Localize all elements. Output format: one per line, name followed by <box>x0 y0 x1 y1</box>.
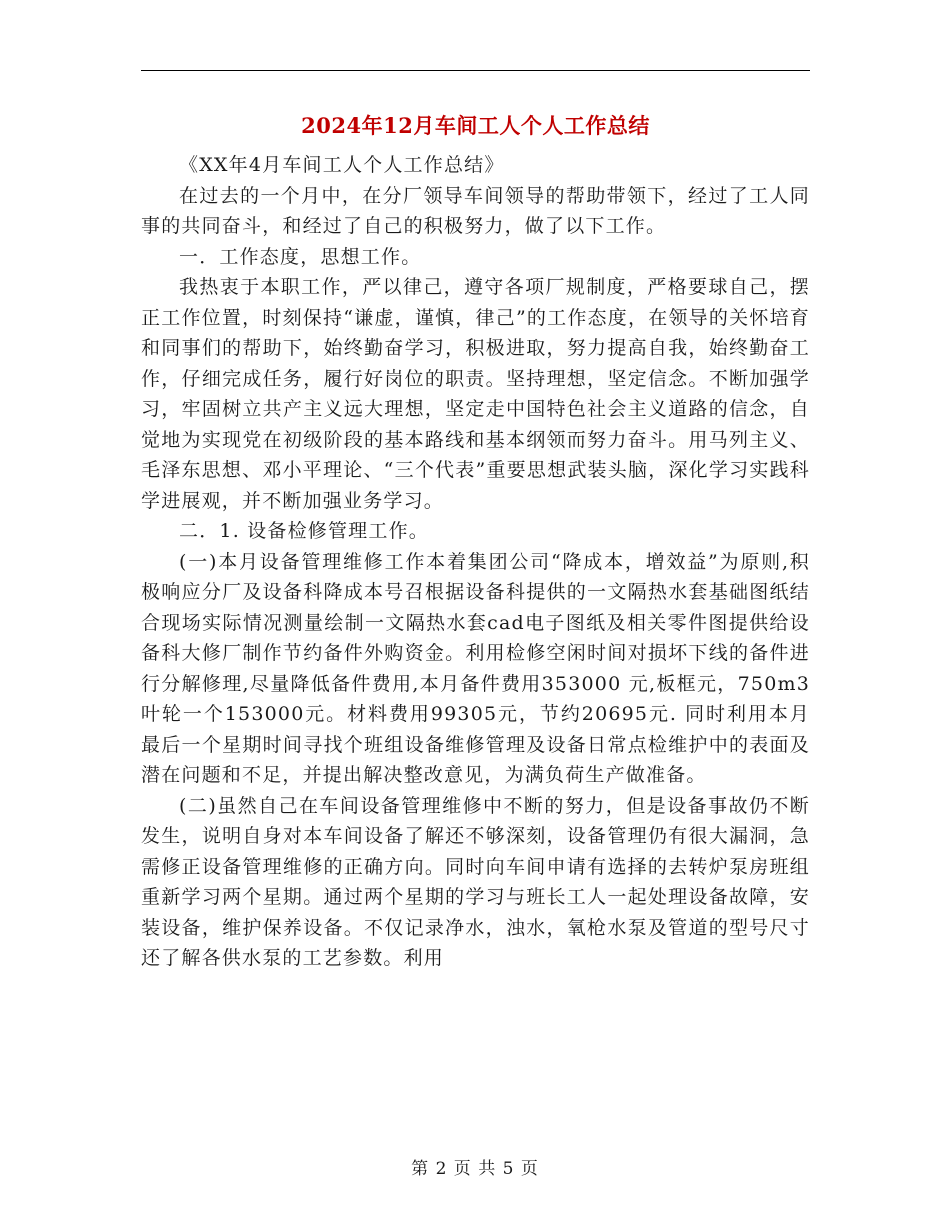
document-title: 2024年12月车间工人个人工作总结 <box>301 113 650 138</box>
paragraph-intro: 在过去的一个月中，在分厂领导车间领导的帮助带领下，经过了工人同事的共同奋斗，和经过了自己的积极努力，做了以下工作。 <box>141 184 810 237</box>
section-heading-maintenance: 二．1. 设备检修管理工作。 <box>179 520 429 542</box>
paragraph-maintenance-2: (二)虽然自己在车间设备管理维修中不断的努力，但是设备事故仍不断发生，说明自身对本车间设备了解还不够深刻，设备管理仍有很大漏洞，急需修正设备管理维修的正确方向。同时向车间申请有选择的去转炉泵房班组重新学习两个星期。通过两个星期的学习与班长工人一起处理设备故障，安装设备，维护保养设备。不仅记录净水，浊水，氧枪水泵及管道的型号尺寸还了解各供水泵的工艺参数。利用 <box>141 794 810 969</box>
header-rule <box>141 70 810 71</box>
section-heading-attitude: 一．工作态度，思想工作。 <box>179 245 422 268</box>
document-body <box>141 150 810 974</box>
paragraph-attitude: 我热衷于本职工作，严以律己，遵守各项厂规制度，严格要球自己，摆正工作位置，时刻保持“谦虚，谨慎，律己”的工作态度，在领导的关怀培育和同事们的帮助下，始终勤奋学习，积极进取，努力提高自我，始终勤奋工作，仔细完成任务，履行好岗位的职责。坚持理想，坚定信念。不断加强学习，牢固树立共产主义远大理想，坚定走中国特色社会主义道路的信念，自觉地为实现党在初级阶段的基本路线和基本纲领而努力奋斗。用马列主义、毛泽东思想、邓小平理论、“三个代表”重要思想武装头脑，深化学习实践科学进展观，并不断加强业务学习。 <box>141 276 810 512</box>
paragraph-subtitle: 《XX年4月车间工人个人工作总结》 <box>179 154 505 176</box>
page-footer: 第 2 页 共 5 页 <box>411 1159 539 1179</box>
paragraph-maintenance-1: (一)本月设备管理维修工作本着集团公司“降成本，增效益”为原则,积极响应分厂及设备科降成本号召根据设备科提供的一文隔热水套基础图纸结合现场实际情况测量绘制一文隔热水套cad电子图纸及相关零件图提供给设备科大修厂制作节约备件外购资金。利用检修空闲时间对损坏下线的备件进行分解修理,尽量降低备件费用,本月备件费用353000 元,板框元，750m3叶轮一个153000元。材料费用99305元，节约20695元. 同时利用本月最后一个星期时间寻找个班组设备维修管理及设备日常点检维护中的表面及潜在问题和不足，并提出解决整改意见，为满负荷生产做准备。 <box>141 550 810 786</box>
